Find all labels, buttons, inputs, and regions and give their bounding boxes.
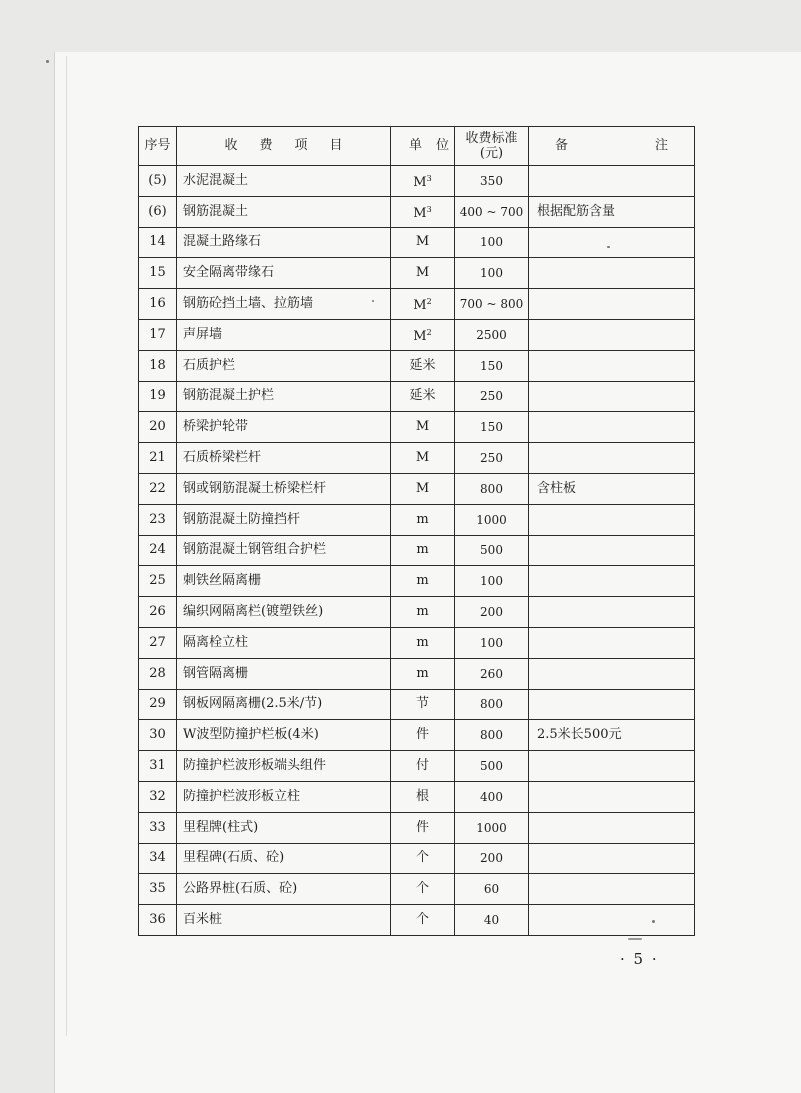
cell-unit	[391, 689, 455, 720]
cell-unit	[391, 289, 455, 320]
cell-unit	[391, 227, 455, 258]
table-row	[139, 166, 695, 197]
table-row	[139, 812, 695, 843]
unit-text: M	[415, 480, 430, 496]
cell-remarks: 根据配筋含量	[529, 196, 695, 227]
cell-fee-item: 里程牌(柱式)	[177, 812, 391, 843]
unit-text: 节	[415, 696, 429, 712]
cell-remarks	[529, 566, 695, 597]
cell-unit	[391, 473, 455, 504]
cell-fee-standard: 700 ~ 800	[455, 289, 529, 320]
page-number: · 5 ·	[620, 950, 659, 968]
table-row	[139, 566, 695, 597]
table-row	[139, 627, 695, 658]
cell-fee-item: 防撞护栏波形板立柱	[177, 781, 391, 812]
table-row	[139, 597, 695, 628]
unit-text: 延米	[409, 388, 436, 404]
cell-fee-item: 钢或钢筋混凝土桥梁栏杆	[177, 473, 391, 504]
unit-text: 个	[415, 881, 429, 897]
cell-serial-no: (6)	[139, 196, 177, 227]
header-unit: 单位	[391, 127, 455, 166]
unit-text: M	[413, 205, 427, 221]
unit-text: m	[416, 511, 429, 527]
unit-text: m	[416, 573, 429, 589]
cell-serial-no: 25	[139, 566, 177, 597]
cell-fee-standard: 1000	[455, 812, 529, 843]
cell-fee-item: 石质桥梁栏杆	[177, 443, 391, 474]
cell-serial-no: 16	[139, 289, 177, 320]
cell-remarks	[529, 751, 695, 782]
cell-fee-standard: 2500	[455, 319, 529, 350]
table-row	[139, 689, 695, 720]
cell-fee-item: 钢筋混凝土护栏	[177, 381, 391, 412]
cell-serial-no: 31	[139, 751, 177, 782]
header-remarks-char2: 注	[654, 138, 668, 153]
cell-serial-no: 19	[139, 381, 177, 412]
header-remarks-char1: 备	[555, 138, 569, 153]
cell-remarks	[529, 166, 695, 197]
cell-serial-no: 35	[139, 874, 177, 905]
cell-fee-standard: 100	[455, 258, 529, 289]
cell-unit	[391, 874, 455, 905]
cell-remarks	[529, 843, 695, 874]
cell-unit	[391, 258, 455, 289]
cell-remarks	[529, 504, 695, 535]
cell-fee-item: 钢筋混凝土钢管组合护栏	[177, 535, 391, 566]
table-row	[139, 258, 695, 289]
cell-unit	[391, 319, 455, 350]
unit-text: M	[413, 328, 427, 344]
cell-remarks	[529, 319, 695, 350]
cell-fee-item: 百米桩	[177, 905, 391, 936]
cell-unit	[391, 751, 455, 782]
cell-fee-item: 石质护栏	[177, 350, 391, 381]
table-row	[139, 658, 695, 689]
cell-remarks	[529, 812, 695, 843]
cell-unit	[391, 535, 455, 566]
cell-remarks	[529, 535, 695, 566]
unit-text: M	[415, 419, 430, 435]
cell-fee-item: 防撞护栏波形板端头组件	[177, 751, 391, 782]
cell-serial-no: 28	[139, 658, 177, 689]
cell-fee-item: 刺铁丝隔离栅	[177, 566, 391, 597]
scan-speck	[372, 300, 374, 302]
cell-unit	[391, 597, 455, 628]
cell-serial-no: 26	[139, 597, 177, 628]
cell-fee-item: 水泥混凝土	[177, 166, 391, 197]
cell-remarks	[529, 781, 695, 812]
cell-unit	[391, 443, 455, 474]
cell-fee-standard: 800	[455, 720, 529, 751]
table-row	[139, 473, 695, 504]
unit-text: m	[416, 665, 429, 681]
cell-fee-standard: 100	[455, 227, 529, 258]
cell-unit	[391, 350, 455, 381]
table-row	[139, 227, 695, 258]
cell-serial-no: 30	[139, 720, 177, 751]
cell-fee-item: 隔离栓立柱	[177, 627, 391, 658]
unit-text: M	[415, 265, 430, 281]
cell-serial-no: (5)	[139, 166, 177, 197]
cell-remarks	[529, 597, 695, 628]
cell-fee-item: 钢管隔离栅	[177, 658, 391, 689]
cell-remarks: 含柱板	[529, 473, 695, 504]
cell-remarks: 2.5米长500元	[529, 720, 695, 751]
table-row	[139, 289, 695, 320]
cell-fee-item: 钢筋混凝土防撞挡杆	[177, 504, 391, 535]
cell-fee-item: 钢板网隔离栅(2.5米/节)	[177, 689, 391, 720]
table-row	[139, 781, 695, 812]
page-edge-line	[66, 56, 67, 1036]
table-header-row	[139, 127, 695, 166]
unit-superscript: 2	[426, 327, 432, 337]
cell-fee-item: 钢筋砼挡土墙、拉筋墙	[177, 289, 391, 320]
cell-remarks	[529, 627, 695, 658]
header-fee-standard-line2: (元)	[479, 146, 504, 161]
cell-serial-no: 29	[139, 689, 177, 720]
table-row	[139, 874, 695, 905]
unit-text: m	[416, 604, 429, 620]
unit-text: M	[413, 174, 427, 190]
fee-standard-table	[138, 126, 695, 936]
cell-remarks	[529, 412, 695, 443]
cell-unit	[391, 566, 455, 597]
cell-serial-no: 14	[139, 227, 177, 258]
cell-unit	[391, 812, 455, 843]
table-row	[139, 443, 695, 474]
cell-fee-standard: 250	[455, 443, 529, 474]
cell-unit	[391, 166, 455, 197]
cell-remarks	[529, 905, 695, 936]
cell-fee-standard: 200	[455, 843, 529, 874]
cell-serial-no: 27	[139, 627, 177, 658]
cell-fee-standard: 400 ~ 700	[455, 196, 529, 227]
cell-fee-item: W波型防撞护栏板(4米)	[177, 720, 391, 751]
cell-serial-no: 18	[139, 350, 177, 381]
cell-unit	[391, 196, 455, 227]
header-remarks	[529, 127, 695, 166]
unit-text: 根	[415, 788, 429, 804]
cell-remarks	[529, 874, 695, 905]
cell-serial-no: 34	[139, 843, 177, 874]
unit-text: 个	[415, 850, 429, 866]
cell-fee-standard: 250	[455, 381, 529, 412]
cell-remarks	[529, 227, 695, 258]
cell-fee-standard: 400	[455, 781, 529, 812]
cell-serial-no: 32	[139, 781, 177, 812]
cell-fee-standard: 500	[455, 751, 529, 782]
cell-fee-standard: 60	[455, 874, 529, 905]
cell-unit	[391, 381, 455, 412]
cell-remarks	[529, 289, 695, 320]
cell-fee-standard: 1000	[455, 504, 529, 535]
scan-speck	[628, 938, 642, 940]
scan-speck	[46, 60, 49, 63]
cell-remarks	[529, 658, 695, 689]
table-body	[139, 166, 695, 936]
cell-fee-standard: 800	[455, 473, 529, 504]
cell-unit	[391, 905, 455, 936]
header-fee-standard	[455, 127, 529, 166]
cell-unit	[391, 720, 455, 751]
unit-text: m	[416, 634, 429, 650]
cell-fee-standard: 100	[455, 627, 529, 658]
cell-fee-standard: 200	[455, 597, 529, 628]
unit-text: 付	[415, 758, 429, 774]
table-row	[139, 350, 695, 381]
cell-serial-no: 24	[139, 535, 177, 566]
unit-text: 个	[415, 912, 429, 928]
cell-serial-no: 20	[139, 412, 177, 443]
cell-remarks	[529, 258, 695, 289]
table-row	[139, 412, 695, 443]
unit-superscript: 2	[426, 297, 432, 307]
cell-fee-item: 钢筋混凝土	[177, 196, 391, 227]
unit-superscript: 3	[426, 173, 432, 183]
table-row	[139, 720, 695, 751]
cell-remarks	[529, 689, 695, 720]
cell-serial-no: 23	[139, 504, 177, 535]
table-row	[139, 905, 695, 936]
cell-fee-item: 安全隔离带缘石	[177, 258, 391, 289]
header-serial-no: 序号	[139, 127, 177, 166]
table-row	[139, 843, 695, 874]
cell-unit	[391, 504, 455, 535]
cell-unit	[391, 658, 455, 689]
cell-remarks	[529, 350, 695, 381]
cell-fee-standard: 260	[455, 658, 529, 689]
table-row	[139, 381, 695, 412]
unit-superscript: 3	[426, 204, 432, 214]
cell-fee-item: 编织网隔离栏(镀塑铁丝)	[177, 597, 391, 628]
unit-text: 件	[415, 727, 429, 743]
cell-fee-item: 公路界桩(石质、砼)	[177, 874, 391, 905]
unit-text: 延米	[409, 357, 436, 373]
unit-text: m	[416, 542, 429, 558]
unit-text: M	[415, 234, 430, 250]
cell-fee-item: 声屏墙	[177, 319, 391, 350]
cell-remarks	[529, 443, 695, 474]
cell-fee-standard: 150	[455, 350, 529, 381]
table-row	[139, 751, 695, 782]
cell-fee-standard: 150	[455, 412, 529, 443]
cell-serial-no: 17	[139, 319, 177, 350]
cell-serial-no: 33	[139, 812, 177, 843]
cell-remarks	[529, 381, 695, 412]
cell-fee-item: 桥梁护轮带	[177, 412, 391, 443]
cell-unit	[391, 627, 455, 658]
unit-text: M	[413, 298, 427, 314]
table-row	[139, 535, 695, 566]
table-row	[139, 196, 695, 227]
cell-serial-no: 15	[139, 258, 177, 289]
header-fee-standard-line1: 收费标准	[465, 131, 518, 146]
cell-unit	[391, 412, 455, 443]
header-fee-item: 收费项目	[177, 127, 391, 166]
table-row	[139, 504, 695, 535]
scan-speck	[607, 246, 610, 248]
cell-fee-standard: 800	[455, 689, 529, 720]
cell-fee-standard: 100	[455, 566, 529, 597]
cell-unit	[391, 843, 455, 874]
cell-unit	[391, 781, 455, 812]
cell-fee-standard: 350	[455, 166, 529, 197]
cell-fee-item: 里程碑(石质、砼)	[177, 843, 391, 874]
unit-text: 件	[415, 819, 429, 835]
cell-fee-standard: 500	[455, 535, 529, 566]
cell-serial-no: 21	[139, 443, 177, 474]
scan-speck	[652, 920, 655, 923]
table-row	[139, 319, 695, 350]
cell-fee-item: 混凝土路缘石	[177, 227, 391, 258]
cell-fee-standard: 40	[455, 905, 529, 936]
cell-serial-no: 36	[139, 905, 177, 936]
cell-serial-no: 22	[139, 473, 177, 504]
unit-text: M	[415, 450, 430, 466]
